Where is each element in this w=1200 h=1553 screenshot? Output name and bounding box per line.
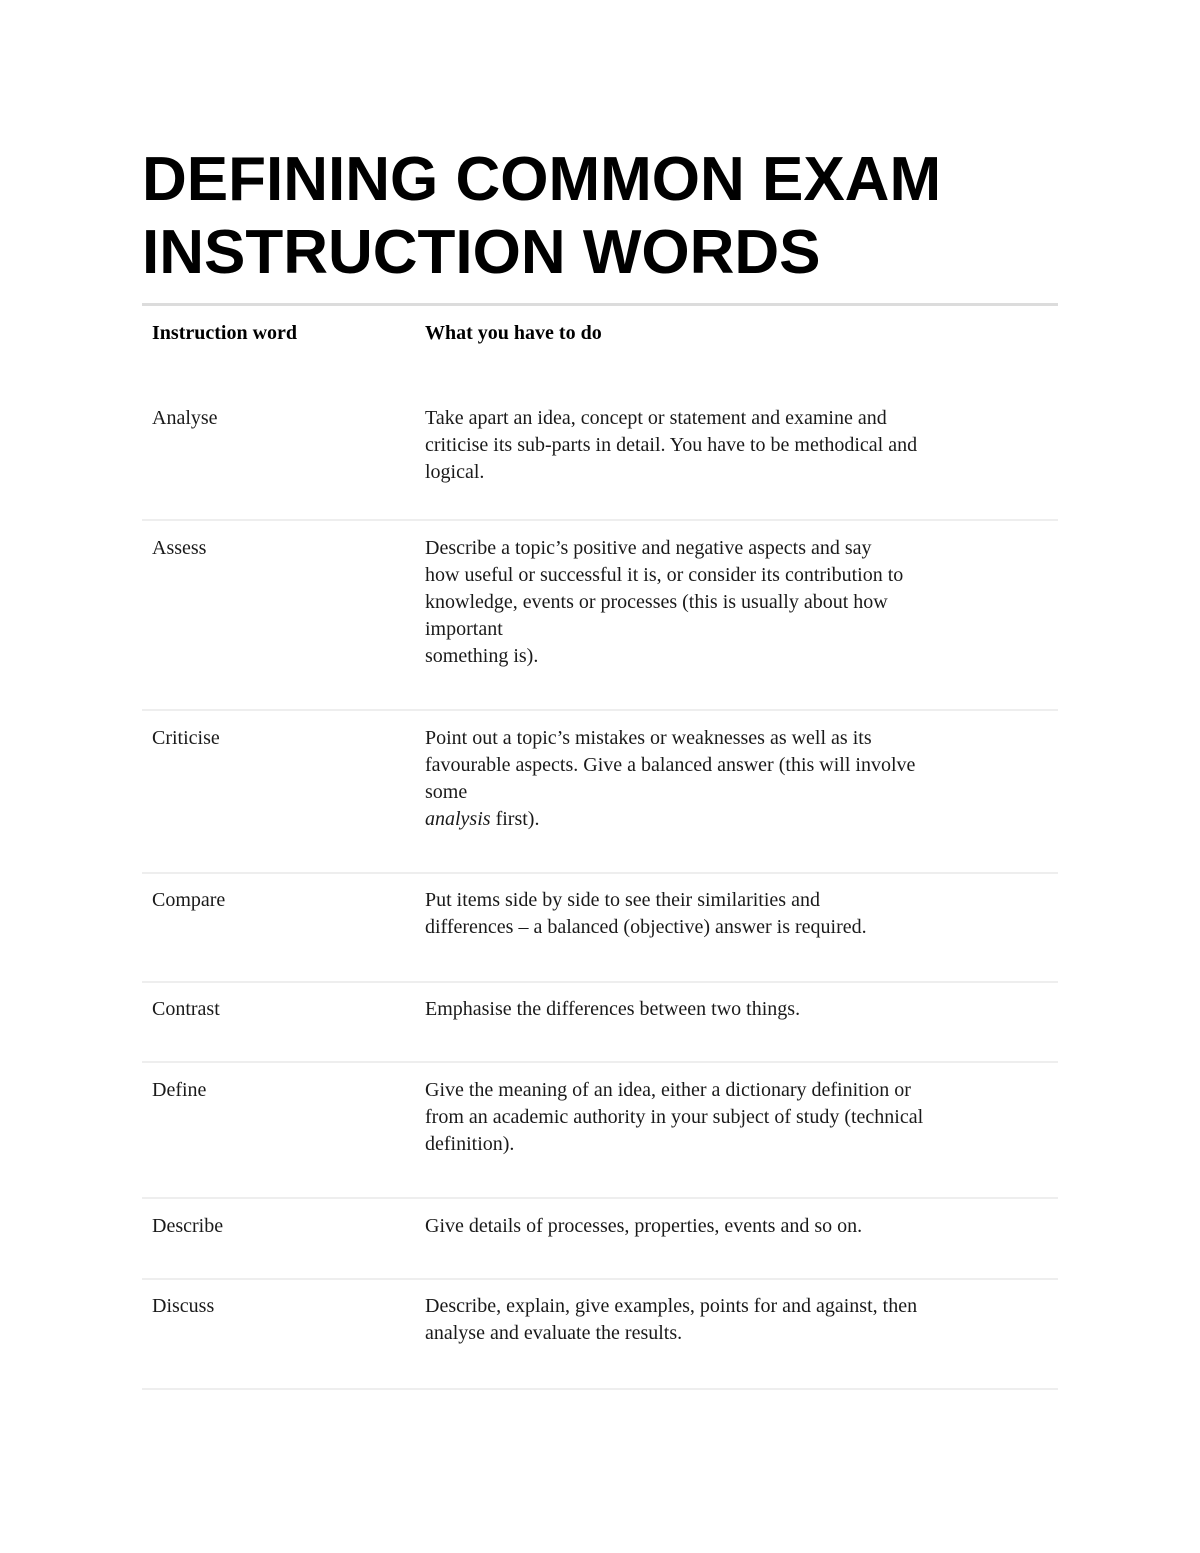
definition-line: Take apart an idea, concept or statement and examine and (425, 407, 887, 429)
definition-line-rest: first). (490, 808, 540, 830)
row-word: Compare (152, 889, 226, 911)
definition-line: Point out a topic’s mistakes or weaknesses as well as its (425, 727, 872, 749)
row-word: Assess (152, 537, 207, 559)
row-definition (425, 887, 1025, 941)
definition-line: criticise its sub-parts in detail. You have to be methodical and (425, 434, 918, 456)
table-row (142, 983, 1058, 1063)
definition-line: Give details of processes, properties, events and so on. (425, 1215, 863, 1237)
italic-term: analysis (425, 808, 491, 830)
definition-line: Describe, explain, give examples, points for and against, then (425, 1295, 918, 1317)
definition-line: Describe a topic’s positive and negative aspects and say (425, 537, 872, 559)
row-definition (425, 1213, 1025, 1240)
row-word: Contrast (152, 998, 220, 1020)
row-word: Discuss (152, 1295, 215, 1317)
row-definition (425, 996, 1025, 1023)
title-line-2: INSTRUCTION WORDS (142, 218, 821, 287)
table-row (142, 1063, 1058, 1199)
table-row (142, 711, 1058, 874)
definition-line: Give the meaning of an idea, either a dictionary definition or (425, 1079, 911, 1101)
row-definition (425, 725, 1025, 833)
header-instruction-word: Instruction word (152, 322, 298, 344)
header-what-you-have-to-do: What you have to do (425, 322, 602, 344)
row-definition (425, 405, 1025, 486)
row-definition (425, 1293, 1025, 1347)
row-word: Describe (152, 1215, 224, 1237)
definition-line: how useful or successful it is, or consider its contribution to (425, 564, 904, 586)
definition-line: favourable aspects. Give a balanced answer (this will involve (425, 754, 916, 776)
table-row (142, 1280, 1058, 1390)
definition-line: Emphasise the differences between two things. (425, 998, 801, 1020)
page-title (142, 143, 1082, 289)
definition-line: differences – a balanced (objective) answer is required. (425, 916, 867, 938)
table-row (142, 874, 1058, 983)
table-row (142, 405, 1058, 521)
definition-line (425, 806, 1025, 833)
table-row (142, 1199, 1058, 1280)
definition-line: analyse and evaluate the results. (425, 1322, 683, 1344)
table-header-row (142, 306, 1058, 405)
definition-line: definition). (425, 1133, 515, 1155)
row-word: Define (152, 1079, 207, 1101)
row-definition (425, 1077, 1025, 1158)
definition-line: some (425, 781, 468, 803)
row-definition (425, 535, 1025, 670)
definition-line: important (425, 618, 503, 640)
definition-line: something is). (425, 645, 539, 667)
definition-line: knowledge, events or processes (this is usually about how (425, 591, 888, 613)
definition-line: Put items side by side to see their similarities and (425, 889, 820, 911)
title-line-1: DEFINING COMMON EXAM (142, 145, 942, 214)
table-row (142, 521, 1058, 711)
row-word: Analyse (152, 407, 218, 429)
row-word: Criticise (152, 727, 220, 749)
definition-line: logical. (425, 461, 485, 483)
definition-line: from an academic authority in your subject of study (technical (425, 1106, 924, 1128)
instruction-words-table (142, 306, 1058, 1390)
